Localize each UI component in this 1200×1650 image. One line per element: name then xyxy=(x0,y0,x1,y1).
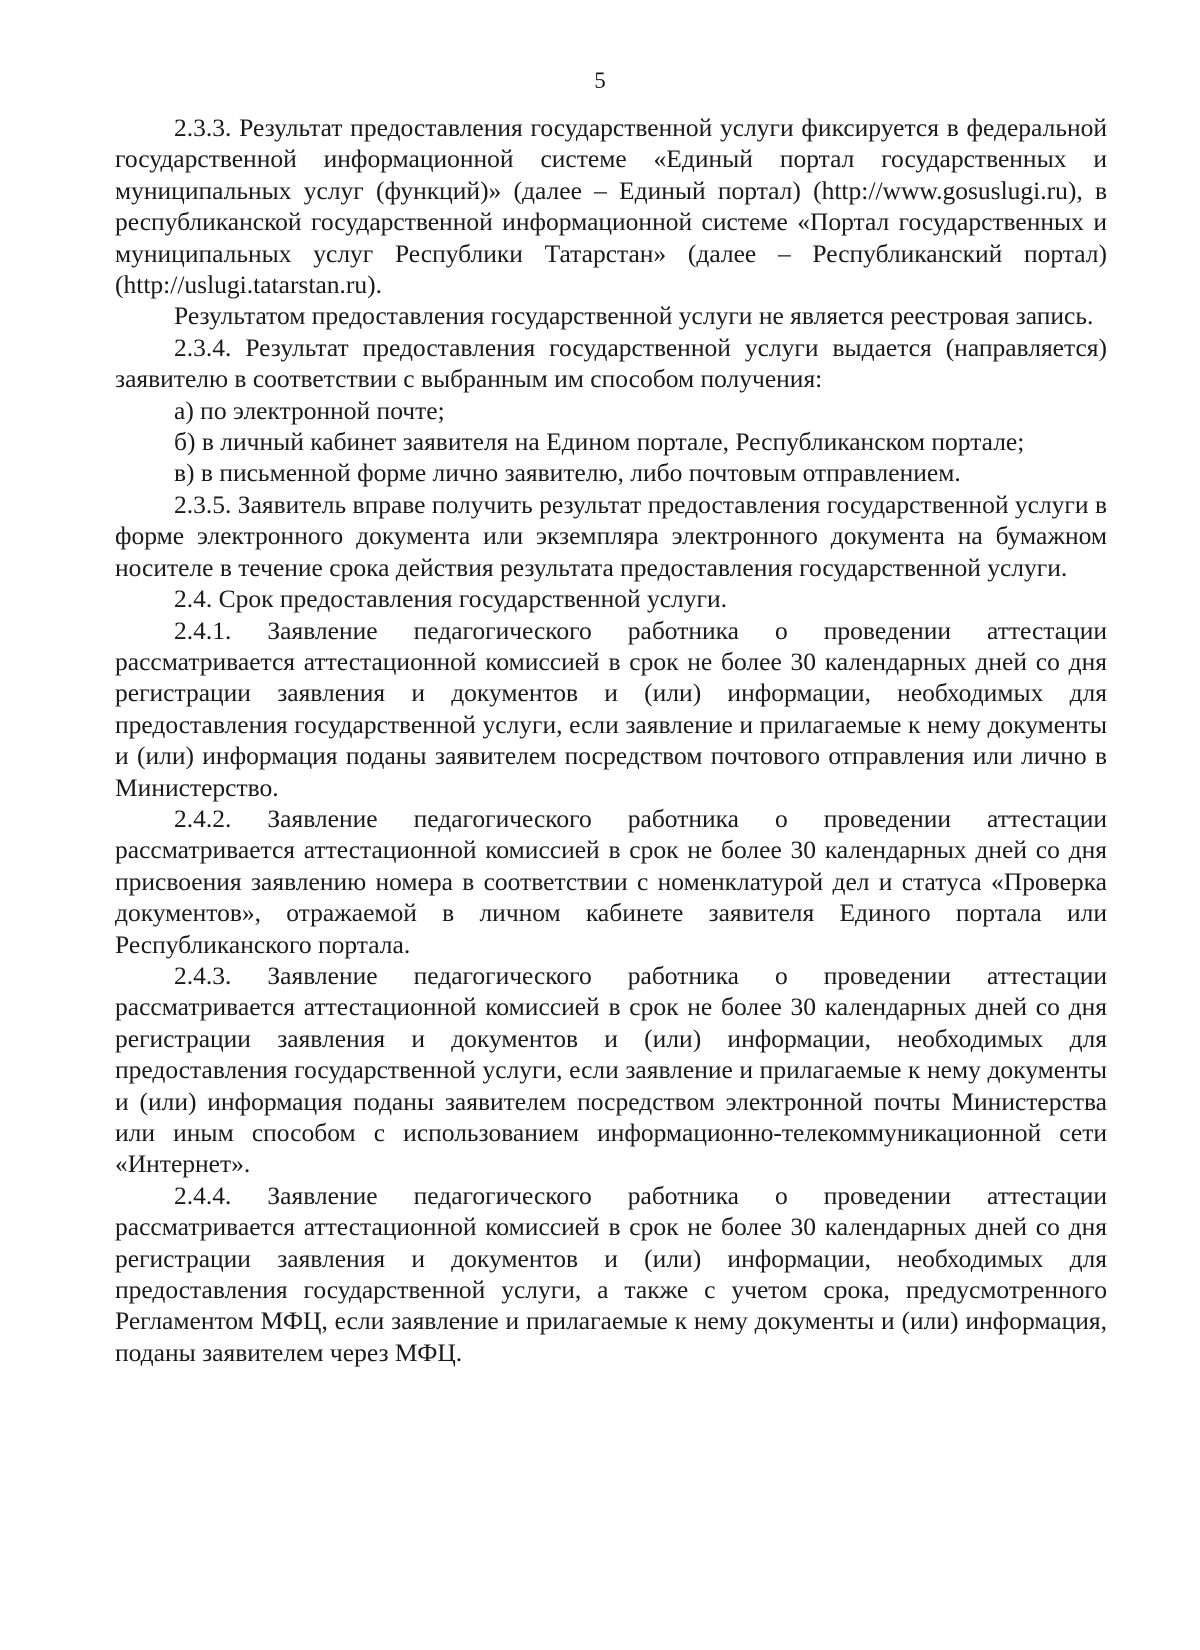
list-item-cabinet: б) в личный кабинет заявителя на Едином портале, Республиканском портале; xyxy=(174,427,1025,457)
list-item-written: в) в письменной форме лично заявителю, либо почтовым отправлением. xyxy=(174,458,961,488)
paragraph-2-4-3: 2.4.3. Заявление педагогического работника о проведении аттестации рассматривается аттестационной комиссией в срок не более 30 календарных дней со дня регистрации заявления и документов и (или) информации, необходимых для предоставления государственной услуги, если заявление и прилагаемые к нему документы и (или) информация поданы заявителем посредством электронной почты Министерства или иным способом с использованием информационно-телекоммуникационной сети «Интернет». xyxy=(115,960,1107,1179)
paragraph-2-4: 2.4. Срок предоставления государственной услуги. xyxy=(174,584,728,614)
paragraph-result-note: Результатом предоставления государственной услуги не является реестровая запись. xyxy=(174,301,1094,331)
list-item-email: а) по электронной почте; xyxy=(174,395,445,425)
paragraph-2-4-4: 2.4.4. Заявление педагогического работника о проведении аттестации рассматривается аттестационной комиссией в срок не более 30 календарных дней со дня регистрации заявления и документов и (или) информации, необходимых для предоставления государственной услуги, а также с учетом срока, предусмотренного Регламентом МФЦ, если заявление и прилагаемые к нему документы и (или) информация, поданы заявителем через МФЦ. xyxy=(115,1180,1107,1367)
paragraph-2-3-3: 2.3.3. Результат предоставления государственной услуги фиксируется в федеральной государственной информационной системе «Единый портал государственных и муниципальных услуг (функций)» (далее – Единый портал) (http://www.gosuslugi.ru), в республиканской государственной информационной системе «Портал государственных и муниципальных услуг Республики Татарстан» (далее – Республиканский портал) (http://uslugi.tatarstan.ru). xyxy=(115,113,1107,300)
page-number: 5 xyxy=(594,68,606,93)
paragraph-2-3-4: 2.3.4. Результат предоставления государственной услуги выдается (направляется) заявителю в соответствии с выбранным им способом получения: xyxy=(115,332,1107,394)
paragraph-2-3-5: 2.3.5. Заявитель вправе получить результат предоставления государственной услуги в форме электронного документа или экземпляра электронного документа на бумажном носителе в течение срока действия результата предоставления государственной услуги. xyxy=(115,489,1107,582)
paragraph-2-4-2: 2.4.2. Заявление педагогического работника о проведении аттестации рассматривается аттестационной комиссией в срок не более 30 календарных дней со дня присвоения заявлению номера в соответствии с номенклатурой дел и статуса «Проверка документов», отражаемой в личном кабинете заявителя Единого портала или Республиканского портала. xyxy=(115,803,1107,959)
document-body xyxy=(115,112,1107,1368)
paragraph-2-4-1: 2.4.1. Заявление педагогического работника о проведении аттестации рассматривается аттестационной комиссией в срок не более 30 календарных дней со дня регистрации заявления и документов и (или) информации, необходимых для предоставления государственной услуги, если заявление и прилагаемые к нему документы и (или) информация поданы заявителем посредством почтового отправления или лично в Министерство. xyxy=(115,615,1107,802)
